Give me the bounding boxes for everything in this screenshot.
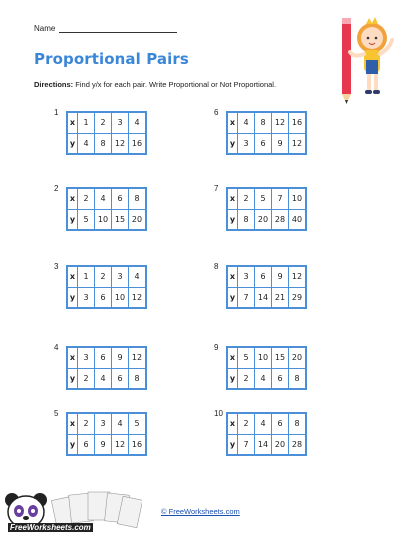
y-value: 12 xyxy=(289,133,307,154)
y-value: 10 xyxy=(95,209,112,230)
x-label: x xyxy=(227,413,238,434)
x-row xyxy=(67,413,146,434)
y-value: 8 xyxy=(129,368,147,389)
x-value: 4 xyxy=(238,112,255,133)
y-label: y xyxy=(67,368,78,389)
y-value: 6 xyxy=(272,368,289,389)
directions xyxy=(34,80,276,89)
x-value: 4 xyxy=(129,112,147,133)
y-value: 20 xyxy=(272,434,289,455)
x-value: 6 xyxy=(272,413,289,434)
y-value: 14 xyxy=(255,434,272,455)
y-value: 8 xyxy=(95,133,112,154)
y-value: 21 xyxy=(272,287,289,308)
y-value: 14 xyxy=(255,287,272,308)
xy-table xyxy=(226,111,307,155)
x-value: 10 xyxy=(289,188,307,209)
page-title: Proportional Pairs xyxy=(34,50,189,68)
x-row xyxy=(227,266,306,287)
footer-copyright-link[interactable]: © FreeWorksheets.com xyxy=(161,507,240,516)
x-value: 4 xyxy=(95,188,112,209)
x-value: 5 xyxy=(255,188,272,209)
y-label: y xyxy=(67,287,78,308)
x-value: 3 xyxy=(112,266,129,287)
problem-2 xyxy=(54,184,147,231)
problem-number: 8 xyxy=(214,262,219,271)
y-value: 7 xyxy=(238,287,255,308)
x-value: 9 xyxy=(272,266,289,287)
problem-1 xyxy=(54,108,147,155)
x-label: x xyxy=(227,188,238,209)
x-label: x xyxy=(67,112,78,133)
y-row xyxy=(67,287,146,308)
y-value: 3 xyxy=(238,133,255,154)
y-value: 2 xyxy=(78,368,95,389)
y-label: y xyxy=(227,209,238,230)
y-value: 9 xyxy=(272,133,289,154)
xy-table xyxy=(226,412,307,456)
y-value: 5 xyxy=(78,209,95,230)
y-value: 6 xyxy=(112,368,129,389)
y-value: 8 xyxy=(289,368,307,389)
x-label: x xyxy=(67,347,78,368)
y-label: y xyxy=(67,133,78,154)
y-label: y xyxy=(227,287,238,308)
y-value: 12 xyxy=(112,434,129,455)
problem-9 xyxy=(214,343,307,390)
y-label: y xyxy=(227,133,238,154)
x-row xyxy=(227,112,306,133)
y-value: 9 xyxy=(95,434,112,455)
xy-table xyxy=(66,265,147,309)
x-value: 6 xyxy=(112,188,129,209)
y-value: 16 xyxy=(129,434,147,455)
xy-table xyxy=(66,346,147,390)
problem-number: 1 xyxy=(54,108,59,117)
problem-number: 3 xyxy=(54,262,59,271)
x-value: 6 xyxy=(95,347,112,368)
x-row xyxy=(227,413,306,434)
x-value: 7 xyxy=(272,188,289,209)
y-value: 12 xyxy=(129,287,147,308)
x-value: 2 xyxy=(95,112,112,133)
x-label: x xyxy=(227,347,238,368)
x-value: 8 xyxy=(289,413,307,434)
x-value: 6 xyxy=(255,266,272,287)
x-value: 1 xyxy=(78,266,95,287)
y-label: y xyxy=(227,434,238,455)
y-row xyxy=(67,368,146,389)
y-row xyxy=(227,209,306,230)
name-label: Name xyxy=(34,24,56,33)
problem-number: 10 xyxy=(214,409,223,418)
problem-7 xyxy=(214,184,307,231)
x-value: 15 xyxy=(272,347,289,368)
x-row xyxy=(67,266,146,287)
y-label: y xyxy=(67,209,78,230)
y-value: 4 xyxy=(95,368,112,389)
x-row xyxy=(227,188,306,209)
y-value: 6 xyxy=(78,434,95,455)
x-value: 4 xyxy=(112,413,129,434)
x-label: x xyxy=(67,188,78,209)
x-row xyxy=(227,347,306,368)
x-row xyxy=(67,347,146,368)
problem-4 xyxy=(54,343,147,390)
x-label: x xyxy=(67,413,78,434)
problem-number: 4 xyxy=(54,343,59,352)
y-value: 12 xyxy=(112,133,129,154)
y-value: 6 xyxy=(255,133,272,154)
name-row xyxy=(34,24,177,33)
xy-table xyxy=(226,346,307,390)
y-row xyxy=(67,209,146,230)
y-value: 20 xyxy=(255,209,272,230)
brand-logo-text: FreeWorksheets.com xyxy=(10,523,91,532)
x-value: 4 xyxy=(129,266,147,287)
problem-number: 5 xyxy=(54,409,59,418)
x-value: 2 xyxy=(78,413,95,434)
x-value: 3 xyxy=(78,347,95,368)
xy-table xyxy=(66,111,147,155)
xy-table xyxy=(226,265,307,309)
directions-label: Directions: xyxy=(34,80,74,89)
x-value: 2 xyxy=(95,266,112,287)
y-row xyxy=(227,287,306,308)
x-value: 8 xyxy=(255,112,272,133)
xy-table xyxy=(66,187,147,231)
y-value: 8 xyxy=(238,209,255,230)
y-value: 3 xyxy=(78,287,95,308)
x-label: x xyxy=(227,266,238,287)
x-row xyxy=(67,188,146,209)
y-value: 7 xyxy=(238,434,255,455)
x-value: 3 xyxy=(112,112,129,133)
x-value: 8 xyxy=(129,188,147,209)
y-label: y xyxy=(67,434,78,455)
problem-6 xyxy=(214,108,307,155)
x-value: 12 xyxy=(129,347,147,368)
x-value: 20 xyxy=(289,347,307,368)
y-row xyxy=(67,133,146,154)
x-value: 3 xyxy=(238,266,255,287)
xy-table xyxy=(226,187,307,231)
x-value: 10 xyxy=(255,347,272,368)
y-row xyxy=(227,368,306,389)
y-label: y xyxy=(227,368,238,389)
y-value: 40 xyxy=(289,209,307,230)
x-row xyxy=(67,112,146,133)
x-label: x xyxy=(227,112,238,133)
problem-5 xyxy=(54,409,147,456)
x-value: 16 xyxy=(289,112,307,133)
problem-3 xyxy=(54,262,147,309)
x-value: 1 xyxy=(78,112,95,133)
y-value: 28 xyxy=(272,209,289,230)
x-value: 12 xyxy=(289,266,307,287)
y-value: 6 xyxy=(95,287,112,308)
y-value: 15 xyxy=(112,209,129,230)
x-value: 5 xyxy=(129,413,147,434)
x-value: 2 xyxy=(238,188,255,209)
x-value: 2 xyxy=(78,188,95,209)
y-value: 29 xyxy=(289,287,307,308)
problem-number: 6 xyxy=(214,108,219,117)
y-value: 10 xyxy=(112,287,129,308)
y-value: 2 xyxy=(238,368,255,389)
problem-8 xyxy=(214,262,307,309)
problem-number: 7 xyxy=(214,184,219,193)
x-value: 9 xyxy=(112,347,129,368)
name-line[interactable] xyxy=(59,24,177,33)
problem-number: 9 xyxy=(214,343,219,352)
y-row xyxy=(227,133,306,154)
y-value: 4 xyxy=(78,133,95,154)
x-value: 5 xyxy=(238,347,255,368)
y-value: 4 xyxy=(255,368,272,389)
y-row xyxy=(227,434,306,455)
problem-10 xyxy=(214,409,307,456)
x-value: 3 xyxy=(95,413,112,434)
y-row xyxy=(67,434,146,455)
x-value: 12 xyxy=(272,112,289,133)
xy-table xyxy=(66,412,147,456)
directions-text: Find y/x for each pair. Write Proportional or Not Proportional. xyxy=(73,80,277,89)
problem-number: 2 xyxy=(54,184,59,193)
y-value: 16 xyxy=(129,133,147,154)
y-value: 28 xyxy=(289,434,307,455)
x-label: x xyxy=(67,266,78,287)
girl-with-pencil-icon xyxy=(336,8,398,108)
y-value: 20 xyxy=(129,209,147,230)
x-value: 4 xyxy=(255,413,272,434)
x-value: 2 xyxy=(238,413,255,434)
